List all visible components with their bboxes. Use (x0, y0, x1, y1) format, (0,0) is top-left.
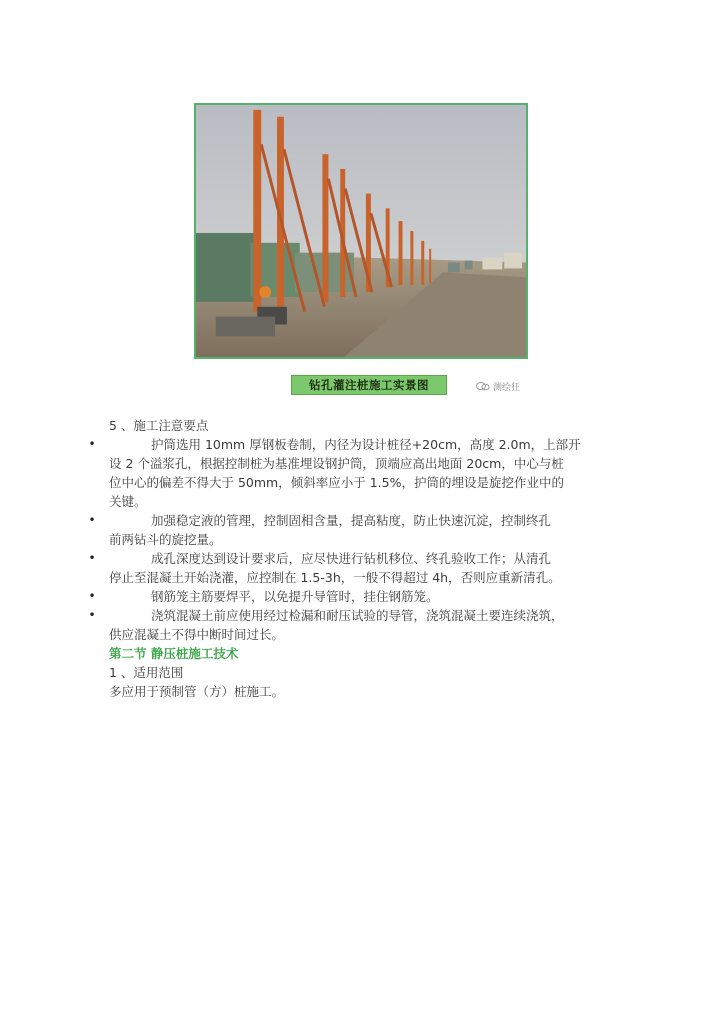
list-item (88, 587, 618, 606)
list-item (88, 435, 618, 454)
section-title: 5 、施工注意要点 (109, 418, 209, 433)
list-item-continuation: 前两钻斗的旋挖量。 (109, 532, 222, 547)
bullet-icon: • (88, 437, 96, 451)
list-item-text: 浇筑混凝土前应使用经过检漏和耐压试验的导管，浇筑混凝土要连续浇筑， (151, 608, 564, 623)
list-item-continuation: 设 2 个溢浆孔，根据控制桩为基准埋设钢护筒，顶端应高出地面 20cm，中心与桩 (109, 456, 564, 471)
figure-caption: 钻孔灌注桩施工实景图 (291, 375, 447, 395)
list-item-continuation: 供应混凝土不得中断时间过长。 (109, 627, 285, 642)
bullet-icon: • (88, 513, 96, 527)
list-item (88, 606, 618, 625)
watermark (476, 378, 520, 394)
wechat-icon (476, 381, 490, 391)
drilling-rigs-photo (196, 105, 526, 357)
watermark-text: 测绘狂 (493, 382, 521, 393)
list-item-text: 钢筋笼主筋要焊平，以免提升导管时，挂住钢筋笼。 (151, 589, 439, 604)
list-item-text: 成孔深度达到设计要求后，应尽快进行钻机移位、终孔验收工作；从清孔 (151, 551, 552, 566)
document-body (88, 416, 618, 701)
bullet-icon: • (88, 551, 96, 565)
subsection-title: 1 、适用范围 (109, 665, 184, 680)
bullet-icon: • (88, 608, 96, 622)
list-item-continuation: 位中心的偏差不得大于 50mm，倾斜率应小于 1.5%，护筒的埋设是旋挖作业中的 (109, 475, 564, 490)
list-item-text: 加强稳定液的管理，控制固相含量，提高粘度，防止快速沉淀，控制终孔 (151, 513, 552, 528)
list-item (88, 511, 618, 530)
list-item-continuation: 停止至混凝土开始浇灌，应控制在 1.5-3h，一般不得超过 4h，否则应重新清孔。 (109, 570, 561, 585)
list-item-continuation: 关键。 (109, 494, 147, 509)
construction-photo (194, 103, 528, 359)
section-heading: 第二节 静压桩施工技术 (109, 646, 239, 661)
paragraph: 多应用于预制管（方）桩施工。 (109, 684, 285, 699)
list-item (88, 549, 618, 568)
list-item-text: 护筒选用 10mm 厚钢板卷制，内径为设计桩径+20cm，高度 2.0m，上部开 (151, 437, 581, 452)
bullet-icon: • (88, 589, 96, 603)
